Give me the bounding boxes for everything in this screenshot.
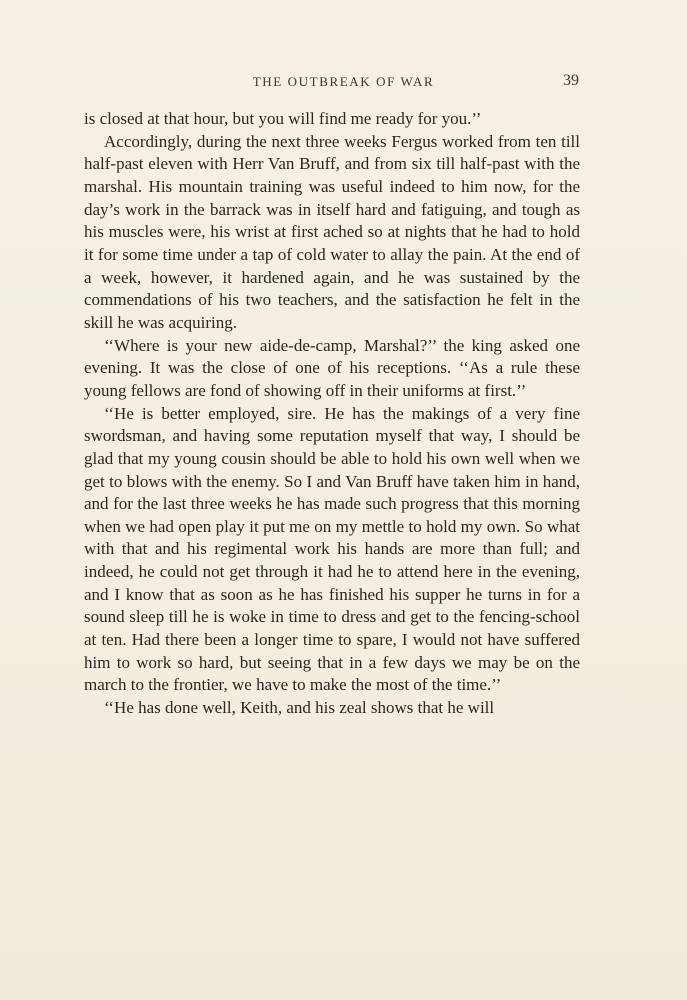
paragraph: ‘‘Where is your new aide-de-camp, Marshal?’’ the king asked one evening. It was the close of one of his receptions. ‘‘As a rule these young fellows are fond of showing off in their uniforms at first.’’ xyxy=(84,335,580,400)
body-text xyxy=(84,108,580,720)
paragraph: ‘‘He is better employed, sire. He has the makings of a very fine swordsman, and having some reputation myself that way, I should be glad that my young cousin should be able to hold his own well when we get to blows with the enemy. So I and Van Bruff have taken him in hand, and for the last three weeks he has made such progress that this morning when we had open play it put me on my mettle to hold my own. So what with that and his regimental work his hands are more than full; and indeed, he could not get through it had he to attend here in the evening, and I know that as soon as he has finished his supper he turns in for a sound sleep till he is woke in time to dress and get to the fencing-school at ten. Had there been a longer time to spare, I would not have suffered him to work so hard, but seeing that in a few days we may be on the march to the frontier, we have to make the most of the time.’’ xyxy=(84,403,580,695)
paragraph: ‘‘He has done well, Keith, and his zeal shows that he will xyxy=(104,698,495,718)
paragraph-continuation: is closed at that hour, but you will find me ready for you.’’ xyxy=(84,109,482,128)
paragraph: Accordingly, during the next three weeks Fergus worked from ten till half-past eleven with Herr Van Bruff, and from six till half-past with the marshal. His mountain training was useful indeed to him now, for the day’s work in the barrack was in itself hard and fatiguing, and tough as his muscles were, his wrist at first ached so at nights that he had to hold it for some time under a tap of cold water to allay the pain. At the end of a week, however, it hardened again, and he was sustained by the commendations of his two teachers, and the satisfaction he felt in the skill he was acquiring. xyxy=(84,131,580,332)
page-number: 39 xyxy=(563,72,579,89)
running-title: THE OUTBREAK OF WAR xyxy=(252,74,435,89)
running-head xyxy=(0,74,687,94)
